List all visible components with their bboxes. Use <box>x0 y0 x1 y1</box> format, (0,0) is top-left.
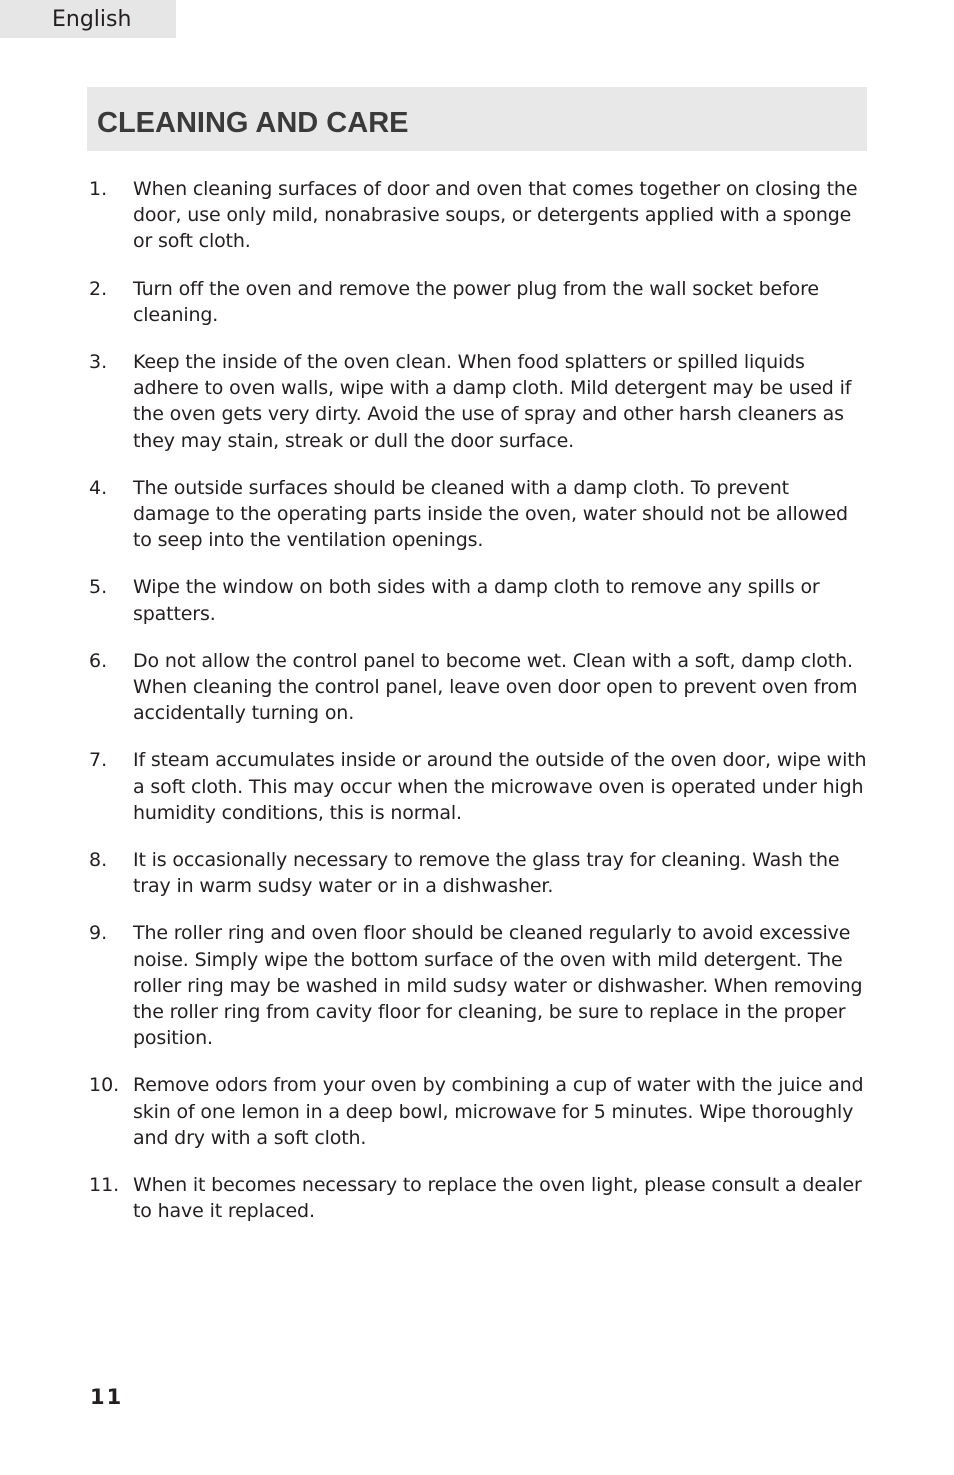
item-text: If steam accumulates inside or around the outside of the oven door, wipe with a soft cloth. This may occur when the microwave oven is operated under high humidity conditions, this is normal. <box>133 749 867 824</box>
section-header <box>87 87 867 151</box>
item-number: 5. <box>89 576 108 599</box>
item-text: Wipe the window on both sides with a damp cloth to remove any spills or spatters. <box>133 576 820 625</box>
list-item <box>89 176 869 255</box>
list-item <box>89 920 869 1051</box>
page-number: 11 <box>90 1385 124 1409</box>
list-item <box>89 747 869 826</box>
item-text: The roller ring and oven floor should be cleaned regularly to avoid excessive noise. Simply wipe the bottom surface of the oven with mild detergent. The roller ring may be washed in mild sudsy water or dishwasher. When removing the roller ring from cavity floor for cleaning, be sure to replace in the proper position. <box>133 922 863 1050</box>
item-text: Keep the inside of the oven clean. When food splatters or spilled liquids adhere to oven walls, wipe with a damp cloth. Mild detergent may be used if the oven gets very dirty. Avoid the use of spray and other harsh cleaners as they may stain, streak or dull the door surface. <box>133 351 852 452</box>
list-item <box>89 1072 869 1151</box>
section-title: CLEANING AND CARE <box>97 107 409 139</box>
item-number: 4. <box>89 476 108 499</box>
item-text: When cleaning surfaces of door and oven that comes together on closing the door, use only mild, nonabrasive soups, or detergents applied with a sponge or soft cloth. <box>133 178 858 253</box>
item-number: 3. <box>89 351 108 374</box>
list-item <box>89 648 869 727</box>
item-text: Do not allow the control panel to become wet. Clean with a soft, damp cloth. When cleaning the control panel, leave oven door open to prevent oven from accidentally turning on. <box>133 649 858 725</box>
item-number: 10. <box>89 1074 120 1097</box>
item-number: 2. <box>89 277 108 300</box>
item-text: The outside surfaces should be cleaned with a damp cloth. To prevent damage to the operating parts inside the oven, water should not be allowed to seep into the ventilation openings. <box>133 476 848 552</box>
list-item <box>89 276 869 328</box>
item-text: Turn off the oven and remove the power plug from the wall socket before cleaning. <box>133 277 819 326</box>
list-item <box>89 475 869 554</box>
item-text: Remove odors from your oven by combining a cup of water with the juice and skin of one lemon in a deep bowl, microwave for 5 minutes. Wipe thoroughly and dry with a soft cloth. <box>133 1074 864 1149</box>
list-item <box>89 574 869 626</box>
language-tab: English <box>0 0 176 38</box>
item-text: It is occasionally necessary to remove the glass tray for cleaning. Wash the tray in warm sudsy water or in a dishwasher. <box>133 849 840 898</box>
list-item <box>89 349 869 454</box>
item-number: 6. <box>89 649 108 672</box>
item-number: 11. <box>89 1174 120 1197</box>
cleaning-instructions-list <box>89 176 869 1246</box>
list-item <box>89 847 869 899</box>
item-text: When it becomes necessary to replace the oven light, please consult a dealer to have it replaced. <box>133 1174 862 1223</box>
list-item <box>89 1172 869 1224</box>
item-number: 8. <box>89 849 108 872</box>
item-number: 7. <box>89 749 108 772</box>
item-number: 9. <box>89 922 108 945</box>
item-number: 1. <box>89 178 108 200</box>
